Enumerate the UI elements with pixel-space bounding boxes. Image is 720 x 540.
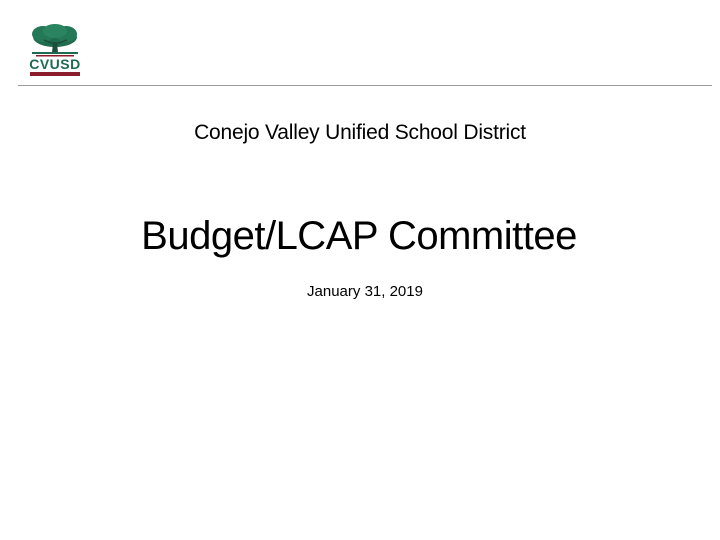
logo-wordmark: CVUSD [29, 56, 81, 72]
cvusd-logo [24, 22, 86, 80]
slide-title [0, 212, 720, 260]
oak-tree-logo-icon [24, 22, 86, 80]
slide-title-text: Budget/LCAP Committee [141, 214, 577, 258]
slide-date: January 31, 2019 [307, 283, 423, 300]
header-divider [18, 85, 712, 86]
district-name: Conejo Valley Unified School District [194, 121, 526, 144]
